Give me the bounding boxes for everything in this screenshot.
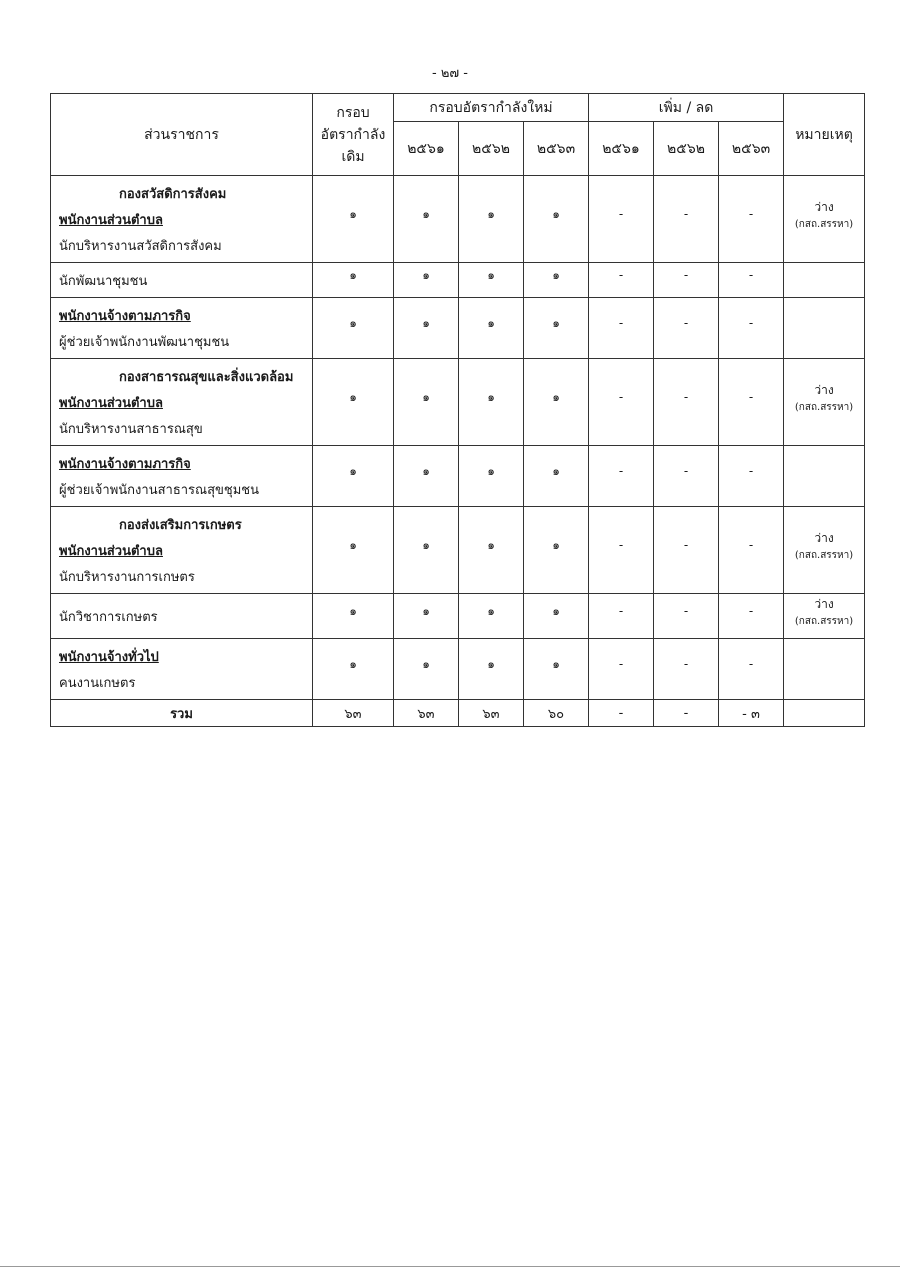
total-label: รวม bbox=[51, 700, 313, 727]
new-frame-cell bbox=[524, 507, 589, 594]
new-frame-cell bbox=[394, 298, 459, 359]
header-old-frame-line: อัตรากำลัง bbox=[320, 126, 386, 143]
new-frame-cell bbox=[459, 446, 524, 507]
remark-status: ว่าง bbox=[814, 531, 834, 545]
page-number: - ๒๗ - bbox=[432, 66, 468, 81]
old-frame-cell bbox=[313, 298, 394, 359]
new-frame-cell bbox=[524, 639, 589, 700]
new-frame-cell-value: ๑ bbox=[487, 603, 495, 618]
change-cell bbox=[589, 298, 654, 359]
header-year: ๒๕๖๓ bbox=[524, 122, 589, 176]
old-frame-cell bbox=[313, 176, 394, 263]
position-name: ผู้ช่วยเจ้าพนักงานสาธารณสุขชุมชน bbox=[59, 483, 260, 498]
old-frame-cell bbox=[313, 263, 394, 298]
position-name: นักบริหารงานสาธารณสุข bbox=[59, 422, 203, 437]
total-new: ๖๓ bbox=[394, 700, 459, 727]
remark-cell bbox=[784, 176, 865, 263]
old-frame-cell bbox=[313, 359, 394, 446]
header-year: ๒๕๖๑ bbox=[394, 122, 459, 176]
new-frame-cell-value: ๑ bbox=[422, 603, 430, 618]
remark-cell bbox=[784, 639, 865, 700]
table-row bbox=[51, 446, 865, 507]
new-frame-cell-value: ๑ bbox=[487, 656, 495, 671]
header-old-frame-line: กรอบ bbox=[336, 104, 370, 121]
change-cell bbox=[719, 594, 784, 639]
old-frame-cell-value: ๑ bbox=[349, 603, 357, 618]
change-cell bbox=[654, 446, 719, 507]
unit-cell bbox=[51, 639, 313, 700]
position-name: นักวิชาการเกษตร bbox=[59, 610, 158, 625]
new-frame-cell-value: ๑ bbox=[552, 537, 560, 552]
header-change: เพิ่ม / ลด bbox=[589, 94, 784, 122]
position-name: นักบริหารงานสวัสดิการสังคม bbox=[59, 239, 222, 254]
new-frame-cell-value: ๑ bbox=[422, 267, 430, 282]
new-frame-cell bbox=[394, 446, 459, 507]
change-cell-value: - bbox=[618, 390, 624, 404]
old-frame-cell-value: ๑ bbox=[349, 537, 357, 552]
new-frame-cell bbox=[459, 639, 524, 700]
new-frame-cell-value: ๑ bbox=[487, 267, 495, 282]
remark-detail: (กสถ.สรรหา) bbox=[794, 402, 854, 413]
header-old-frame bbox=[313, 94, 394, 176]
new-frame-cell-value: ๑ bbox=[422, 537, 430, 552]
change-cell bbox=[654, 298, 719, 359]
unit-cell bbox=[51, 298, 313, 359]
staff-category: พนักงานส่วนตำบล bbox=[59, 213, 163, 228]
new-frame-cell bbox=[394, 176, 459, 263]
remark-cell bbox=[784, 359, 865, 446]
unit-cell bbox=[51, 594, 313, 639]
change-cell bbox=[589, 639, 654, 700]
new-frame-cell bbox=[459, 359, 524, 446]
change-cell-value: - bbox=[683, 657, 689, 671]
new-frame-cell-value: ๑ bbox=[552, 267, 560, 282]
header-year: ๒๕๖๑ bbox=[589, 122, 654, 176]
old-frame-cell-value: ๑ bbox=[349, 206, 357, 221]
header-year: ๒๕๖๒ bbox=[654, 122, 719, 176]
remark-status: ว่าง bbox=[814, 383, 834, 397]
change-cell-value: - bbox=[618, 538, 624, 552]
new-frame-cell bbox=[394, 359, 459, 446]
old-frame-cell-value: ๑ bbox=[349, 389, 357, 404]
new-frame-cell-value: ๑ bbox=[422, 315, 430, 330]
new-frame-cell bbox=[524, 359, 589, 446]
new-frame-cell bbox=[524, 263, 589, 298]
header-remark: หมายเหตุ bbox=[784, 94, 865, 176]
department-name: กองสวัสดิการสังคม bbox=[119, 187, 227, 202]
department-name: กองสาธารณสุขและสิ่งแวดล้อม bbox=[119, 370, 294, 385]
change-cell-value: - bbox=[683, 207, 689, 221]
table-row bbox=[51, 298, 865, 359]
change-cell-value: - bbox=[748, 464, 754, 478]
staff-category: พนักงานจ้างทั่วไป bbox=[59, 650, 159, 665]
new-frame-cell-value: ๑ bbox=[422, 389, 430, 404]
new-frame-cell bbox=[394, 263, 459, 298]
change-cell-value: - bbox=[748, 538, 754, 552]
position-name: นักพัฒนาชุมชน bbox=[59, 274, 148, 289]
new-frame-cell-value: ๑ bbox=[422, 206, 430, 221]
header-old-frame-line: เดิม bbox=[341, 148, 365, 165]
remark-cell bbox=[784, 263, 865, 298]
remark-detail: (กสถ.สรรหา) bbox=[794, 219, 854, 230]
position-name: นักบริหารงานการเกษตร bbox=[59, 570, 195, 585]
new-frame-cell-value: ๑ bbox=[487, 463, 495, 478]
change-cell-value: - bbox=[683, 538, 689, 552]
change-cell-value: - bbox=[683, 390, 689, 404]
new-frame-cell bbox=[459, 298, 524, 359]
change-cell bbox=[719, 298, 784, 359]
total-change: - ๓ bbox=[719, 700, 784, 727]
change-cell-value: - bbox=[748, 207, 754, 221]
page-edge-line bbox=[0, 1266, 900, 1267]
change-cell bbox=[589, 507, 654, 594]
old-frame-cell bbox=[313, 446, 394, 507]
change-cell bbox=[719, 446, 784, 507]
new-frame-cell-value: ๑ bbox=[552, 389, 560, 404]
change-cell bbox=[654, 594, 719, 639]
total-change: - bbox=[589, 700, 654, 727]
table-row bbox=[51, 359, 865, 446]
table-row bbox=[51, 507, 865, 594]
change-cell bbox=[654, 639, 719, 700]
old-frame-cell-value: ๑ bbox=[349, 267, 357, 282]
position-name: ผู้ช่วยเจ้าพนักงานพัฒนาชุมชน bbox=[59, 335, 230, 350]
change-cell-value: - bbox=[618, 657, 624, 671]
table-row bbox=[51, 263, 865, 298]
change-cell-value: - bbox=[683, 268, 689, 282]
change-cell-value: - bbox=[618, 464, 624, 478]
total-change: - bbox=[654, 700, 719, 727]
new-frame-cell-value: ๑ bbox=[552, 206, 560, 221]
unit-cell bbox=[51, 359, 313, 446]
total-new: ๖๓ bbox=[459, 700, 524, 727]
remark-cell bbox=[784, 446, 865, 507]
position-name: คนงานเกษตร bbox=[59, 676, 136, 691]
change-cell bbox=[589, 594, 654, 639]
old-frame-cell bbox=[313, 594, 394, 639]
new-frame-cell bbox=[394, 639, 459, 700]
table-row bbox=[51, 594, 865, 639]
new-frame-cell bbox=[524, 298, 589, 359]
change-cell-value: - bbox=[618, 207, 624, 221]
change-cell-value: - bbox=[748, 390, 754, 404]
change-cell bbox=[719, 507, 784, 594]
change-cell-value: - bbox=[683, 316, 689, 330]
new-frame-cell-value: ๑ bbox=[487, 389, 495, 404]
remark-detail: (กสถ.สรรหา) bbox=[794, 616, 854, 627]
new-frame-cell bbox=[459, 507, 524, 594]
unit-cell bbox=[51, 176, 313, 263]
change-cell-value: - bbox=[748, 604, 754, 618]
old-frame-cell bbox=[313, 507, 394, 594]
change-cell-value: - bbox=[748, 657, 754, 671]
manpower-table bbox=[50, 93, 865, 727]
remark-cell bbox=[784, 507, 865, 594]
new-frame-cell bbox=[459, 176, 524, 263]
unit-cell bbox=[51, 507, 313, 594]
new-frame-cell-value: ๑ bbox=[487, 537, 495, 552]
new-frame-cell-value: ๑ bbox=[422, 463, 430, 478]
change-cell-value: - bbox=[618, 316, 624, 330]
staff-category: พนักงานส่วนตำบล bbox=[59, 396, 163, 411]
old-frame-cell-value: ๑ bbox=[349, 656, 357, 671]
staff-category: พนักงานจ้างตามภารกิจ bbox=[59, 457, 191, 472]
new-frame-cell bbox=[394, 594, 459, 639]
new-frame-cell-value: ๑ bbox=[552, 656, 560, 671]
new-frame-cell bbox=[524, 594, 589, 639]
new-frame-cell bbox=[459, 263, 524, 298]
new-frame-cell-value: ๑ bbox=[552, 463, 560, 478]
remark-cell bbox=[784, 298, 865, 359]
remark-detail: (กสถ.สรรหา) bbox=[794, 550, 854, 561]
new-frame-cell-value: ๑ bbox=[487, 315, 495, 330]
remark-status: ว่าง bbox=[814, 200, 834, 214]
change-cell-value: - bbox=[748, 268, 754, 282]
remark-cell bbox=[784, 594, 865, 639]
table-row bbox=[51, 639, 865, 700]
total-row bbox=[51, 700, 865, 727]
new-frame-cell bbox=[524, 176, 589, 263]
change-cell bbox=[719, 359, 784, 446]
header-year: ๒๕๖๒ bbox=[459, 122, 524, 176]
unit-cell bbox=[51, 446, 313, 507]
change-cell bbox=[654, 507, 719, 594]
unit-cell bbox=[51, 263, 313, 298]
staff-category: พนักงานจ้างตามภารกิจ bbox=[59, 309, 191, 324]
new-frame-cell bbox=[524, 446, 589, 507]
change-cell bbox=[719, 263, 784, 298]
change-cell bbox=[589, 446, 654, 507]
change-cell bbox=[589, 263, 654, 298]
new-frame-cell-value: ๑ bbox=[422, 656, 430, 671]
total-new: ๖๐ bbox=[524, 700, 589, 727]
change-cell bbox=[654, 359, 719, 446]
header-year: ๒๕๖๓ bbox=[719, 122, 784, 176]
total-old: ๖๓ bbox=[313, 700, 394, 727]
change-cell-value: - bbox=[683, 464, 689, 478]
change-cell-value: - bbox=[748, 316, 754, 330]
staff-category: พนักงานส่วนตำบล bbox=[59, 544, 163, 559]
change-cell bbox=[654, 263, 719, 298]
old-frame-cell bbox=[313, 639, 394, 700]
change-cell-value: - bbox=[683, 604, 689, 618]
old-frame-cell-value: ๑ bbox=[349, 315, 357, 330]
change-cell bbox=[654, 176, 719, 263]
new-frame-cell bbox=[394, 507, 459, 594]
change-cell-value: - bbox=[618, 604, 624, 618]
new-frame-cell-value: ๑ bbox=[552, 603, 560, 618]
change-cell bbox=[589, 359, 654, 446]
old-frame-cell-value: ๑ bbox=[349, 463, 357, 478]
change-cell bbox=[719, 176, 784, 263]
new-frame-cell-value: ๑ bbox=[487, 206, 495, 221]
new-frame-cell-value: ๑ bbox=[552, 315, 560, 330]
new-frame-cell bbox=[459, 594, 524, 639]
change-cell bbox=[589, 176, 654, 263]
remark-status: ว่าง bbox=[814, 597, 834, 611]
header-unit: ส่วนราชการ bbox=[51, 94, 313, 176]
header-new-frame: กรอบอัตรากำลังใหม่ bbox=[394, 94, 589, 122]
change-cell bbox=[719, 639, 784, 700]
table-row bbox=[51, 176, 865, 263]
department-name: กองส่งเสริมการเกษตร bbox=[119, 518, 242, 533]
change-cell-value: - bbox=[618, 268, 624, 282]
total-note bbox=[784, 700, 865, 727]
